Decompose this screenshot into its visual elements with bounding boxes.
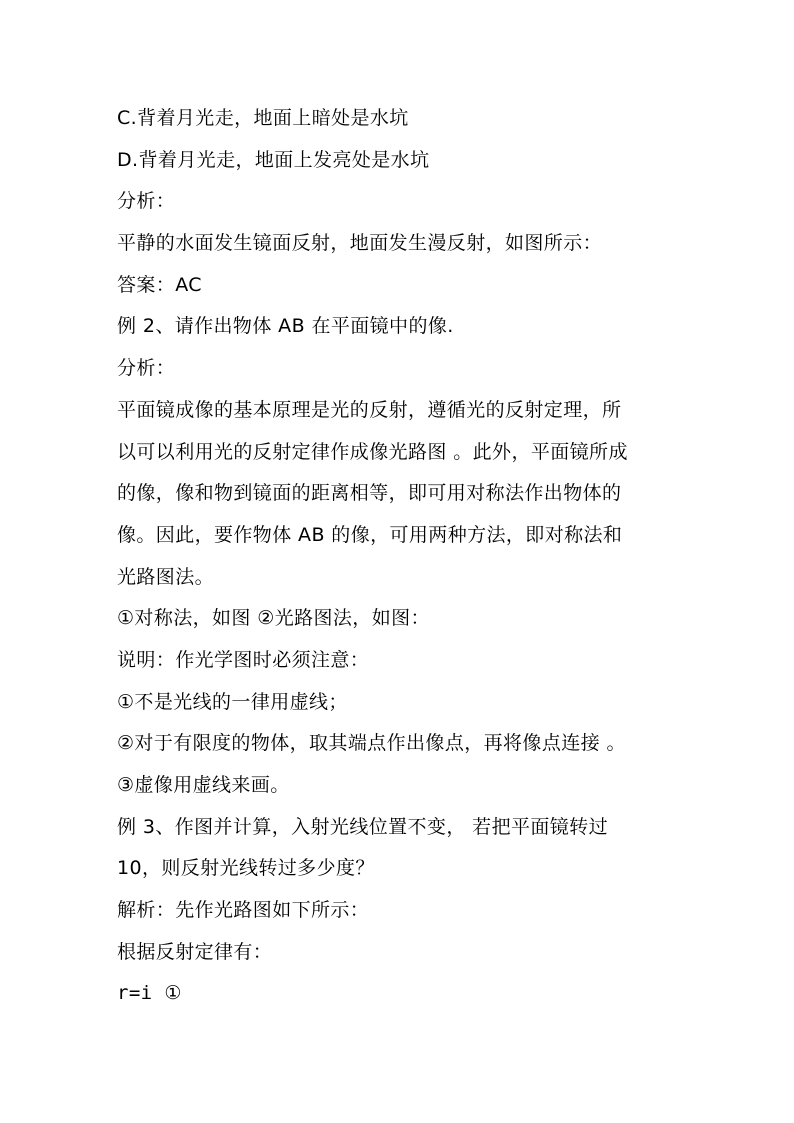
example-3-line: 例 3、作图并计算，入射光线位置不变， 若把平面镜转过	[117, 815, 608, 838]
example-3-line: 10，则反射光线转过多少度？	[117, 857, 375, 880]
law-line: 根据反射定律有：	[117, 940, 273, 963]
note-item-2: ②对于有限度的物体，取其端点作出像点，再将像点连接 。	[117, 732, 626, 755]
note-heading: 说明：作光学图时必须注意：	[117, 648, 370, 671]
note-item-3: ③虚像用虚线来画。	[117, 774, 290, 796]
analysis-heading: 分析：	[117, 357, 176, 380]
option-c-line: C.背着月光走，地面上暗处是水坑	[117, 107, 409, 129]
paragraph-line: 光路图法。	[117, 565, 215, 588]
document-body	[117, 98, 677, 1015]
answer-line: 答案：AC	[117, 273, 202, 296]
example-2-title: 例 2、请作出物体 AB 在平面镜中的像.	[117, 315, 454, 338]
analysis-heading: 分析：	[117, 190, 176, 213]
paragraph-line: 像。因此，要作物体 AB 的像，可用两种方法，即对称法和	[117, 523, 623, 546]
solution-heading: 解析：先作光路图如下所示：	[117, 899, 370, 922]
equation-line: r=i ①	[117, 982, 182, 1005]
analysis-text-line: 平静的水面发生镜面反射，地面发生漫反射，如图所示：	[117, 232, 603, 255]
method-line: ①对称法，如图 ②光路图法，如图：	[117, 607, 430, 630]
note-item-1: ①不是光线的一律用虚线；	[117, 690, 348, 713]
option-d-line: D.背着月光走，地面上发亮处是水坑	[117, 148, 430, 171]
paragraph-line: 平面镜成像的基本原理是光的反射，遵循光的反射定理，所	[117, 398, 622, 421]
paragraph-line: 以可以利用光的反射定律作成像光路图 。此外，平面镜所成	[117, 440, 628, 463]
paragraph-line: 的像，像和物到镜面的距离相等，即可用对称法作出物体的	[117, 482, 622, 505]
